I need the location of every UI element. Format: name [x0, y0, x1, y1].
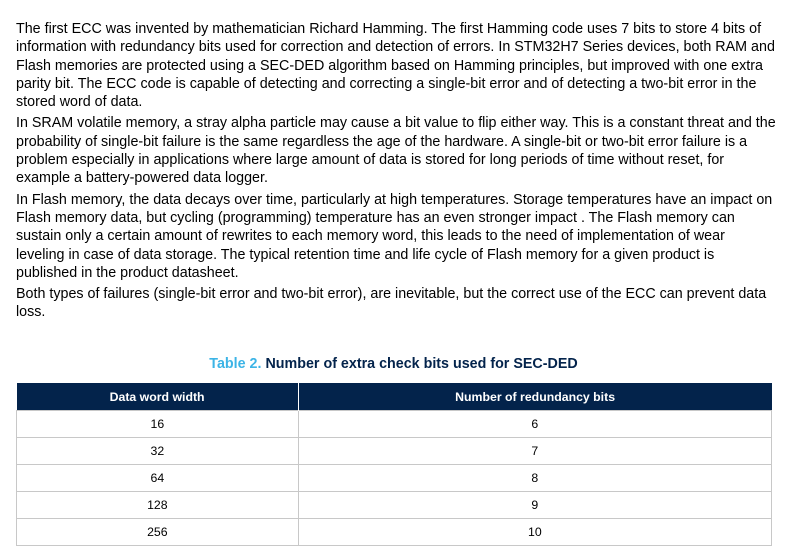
table-row [17, 519, 772, 546]
cell-data-word-width: 32 [17, 438, 299, 465]
table-caption [0, 356, 787, 372]
cell-data-word-width: 16 [17, 411, 299, 438]
table-header-row [17, 383, 772, 411]
paragraph-failures: Both types of failures (single-bit error and two-bit error), are inevitable, but the correct use of the ECC can prevent data loss. [16, 286, 767, 321]
cell-redundancy-bits: 10 [298, 519, 771, 546]
table-row [17, 411, 772, 438]
cell-redundancy-bits: 9 [298, 492, 771, 519]
body-text [16, 20, 776, 325]
sec-ded-table [16, 383, 772, 546]
cell-data-word-width: 64 [17, 465, 299, 492]
header-redundancy-bits: Number of redundancy bits [298, 383, 771, 411]
table-row [17, 492, 772, 519]
cell-redundancy-bits: 6 [298, 411, 771, 438]
paragraph-ecc-history: The first ECC was invented by mathematician Richard Hamming. The first Hamming code uses 7 bits to store 4 bits of information with redundancy bits used for correction and detection of errors. In STM32H7 Series devices, both RAM and Flash memories are protected using a SEC-DED algorithm based on Hamming principles, but improved with one extra parity bit. The ECC code is capable of detecting and correcting a single-bit error and of detecting a two-bit error in the stored word of data. [16, 21, 775, 111]
table-caption-title: Number of extra check bits used for SEC-DED [265, 356, 578, 372]
table-row [17, 465, 772, 492]
cell-data-word-width: 256 [17, 519, 299, 546]
paragraph-sram: In SRAM volatile memory, a stray alpha particle may cause a bit value to flip either way. This is a constant threat and the probability of single-bit failure is the same regardless the age of the hardware. A single-bit or two-bit error failure is a problem especially in applications where large amount of data is stored for long periods of time without reset, for example a battery-powered data logger. [16, 115, 776, 187]
cell-redundancy-bits: 8 [298, 465, 771, 492]
table-caption-number: Table 2. [209, 356, 262, 372]
table-row [17, 438, 772, 465]
cell-redundancy-bits: 7 [298, 438, 771, 465]
paragraph-flash: In Flash memory, the data decays over time, particularly at high temperatures. Storage temperatures have an impact on Flash memory data, but cycling (programming) temperature has an even stronger impact . The Flash memory can sustain only a certain amount of rewrites to each memory word, this leads to the need of implementation of wear leveling in case of data storage. The typical retention time and life cycle of Flash memory for a given product is published in the product datasheet. [16, 191, 773, 281]
header-data-word-width: Data word width [17, 383, 299, 411]
cell-data-word-width: 128 [17, 492, 299, 519]
